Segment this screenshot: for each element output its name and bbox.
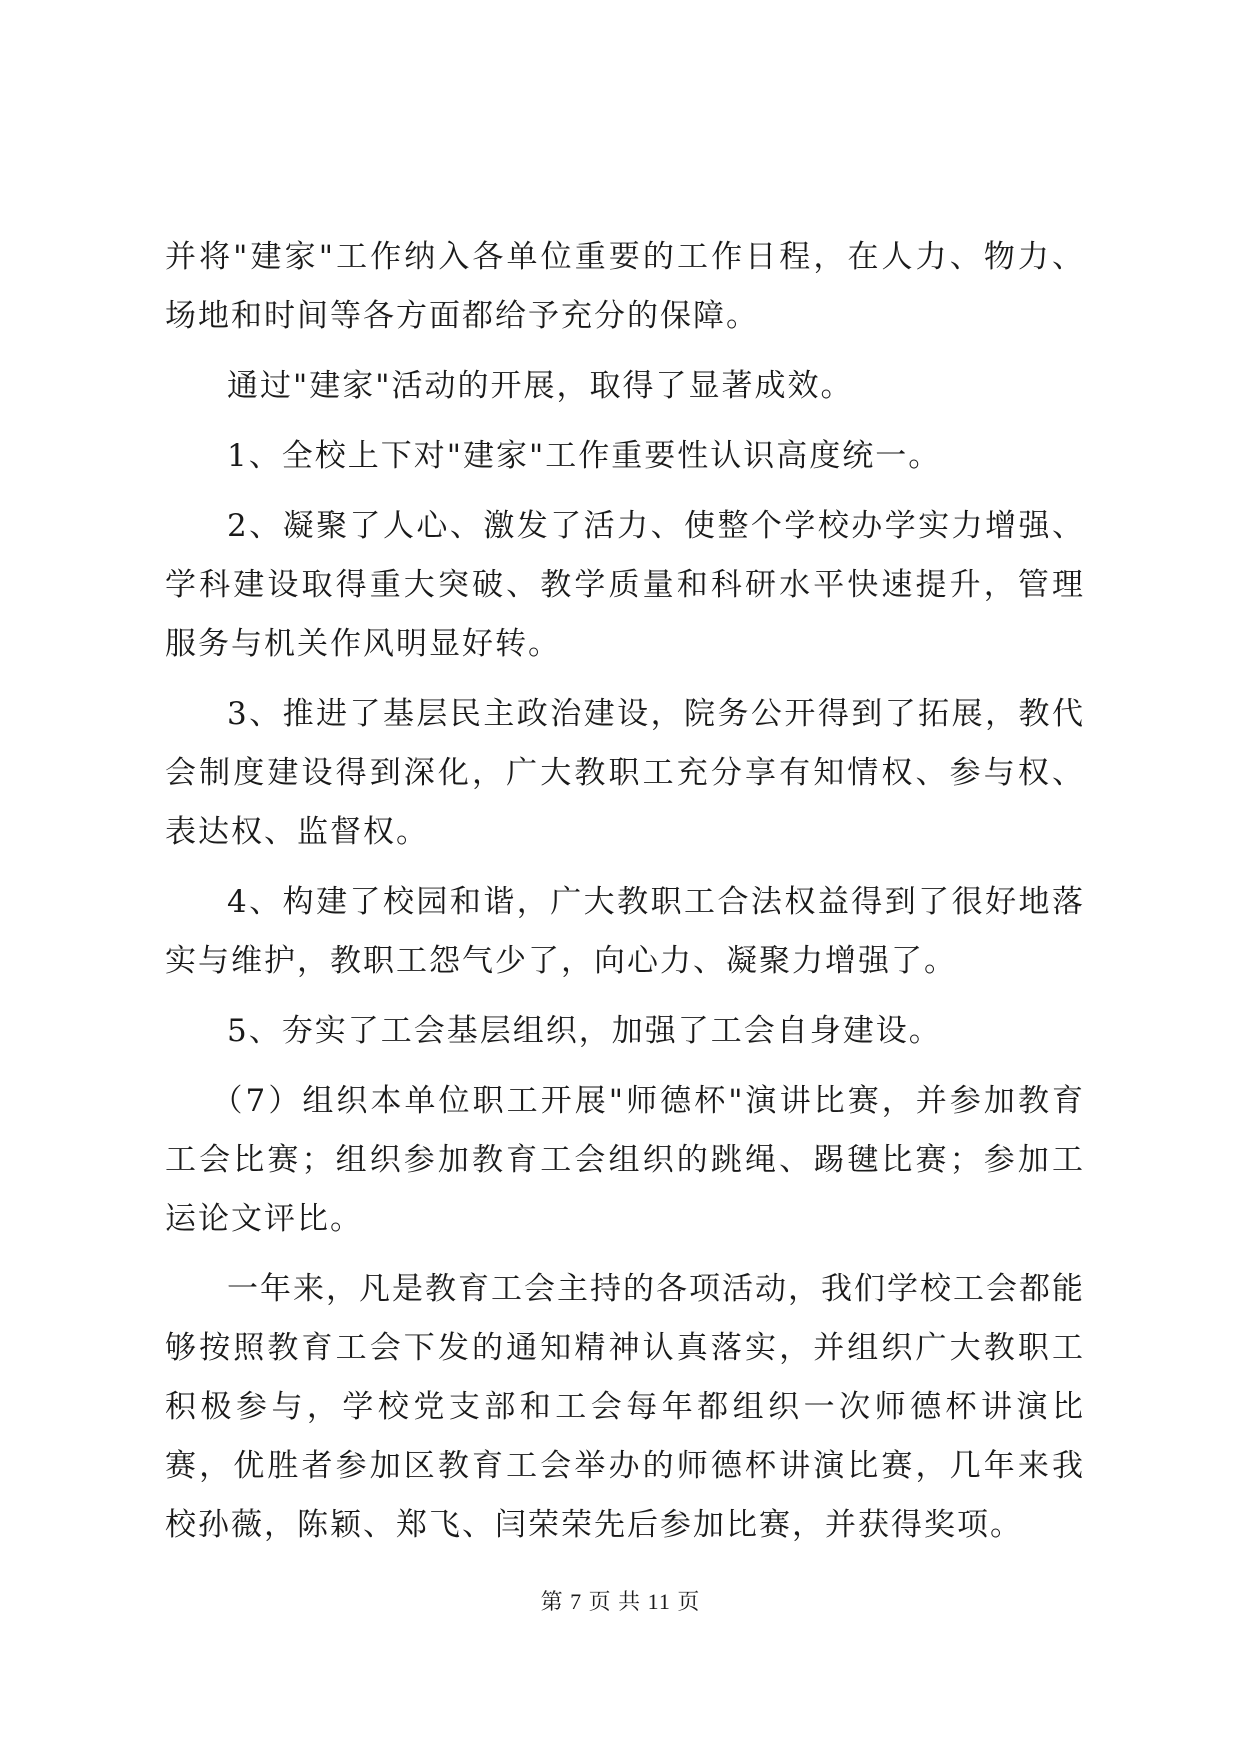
document-body [165, 228, 1085, 1566]
paragraph-3: 1、全校上下对"建家"工作重要性认识高度统一。 [227, 438, 942, 474]
paragraph-4: 2、凝聚了人心、激发了活力、使整个学校办学实力增强、学科建设取得重大突破、教学质量和科研水平快速提升，管理服务与机关作风明显好转。 [165, 508, 1085, 662]
paragraph-8: （7）组织本单位职工开展"师德杯"演讲比赛，并参加教育工会比赛；组织参加教育工会组织的跳绳、踢毽比赛；参加工运论文评比。 [165, 1083, 1085, 1237]
paragraph-6: 4、构建了校园和谐，广大教职工合法权益得到了很好地落实与维护，教职工怨气少了，向心力、凝聚力增强了。 [165, 884, 1085, 979]
page-footer: 第 7 页 共 11 页 [540, 1589, 701, 1614]
paragraph-5: 3、推进了基层民主政治建设，院务公开得到了拓展，教代会制度建设得到深化，广大教职工充分享有知情权、参与权、表达权、监督权。 [165, 696, 1085, 850]
paragraph-2: 通过"建家"活动的开展，取得了显著成效。 [227, 368, 854, 404]
paragraph-9: 一年来，凡是教育工会主持的各项活动，我们学校工会都能够按照教育工会下发的通知精神认真落实，并组织广大教职工积极参与，学校党支部和工会每年都组织一次师德杯讲演比赛，优胜者参加区教育工会举办的师德杯讲演比赛，几年来我校孙薇，陈颖、郑飞、闫荣荣先后参加比赛，并获得奖项。 [165, 1271, 1085, 1543]
paragraph-1: 并将"建家"工作纳入各单位重要的工作日程，在人力、物力、场地和时间等各方面都给予充分的保障。 [165, 239, 1085, 334]
paragraph-7: 5、夯实了工会基层组织，加强了工会自身建设。 [227, 1013, 942, 1049]
